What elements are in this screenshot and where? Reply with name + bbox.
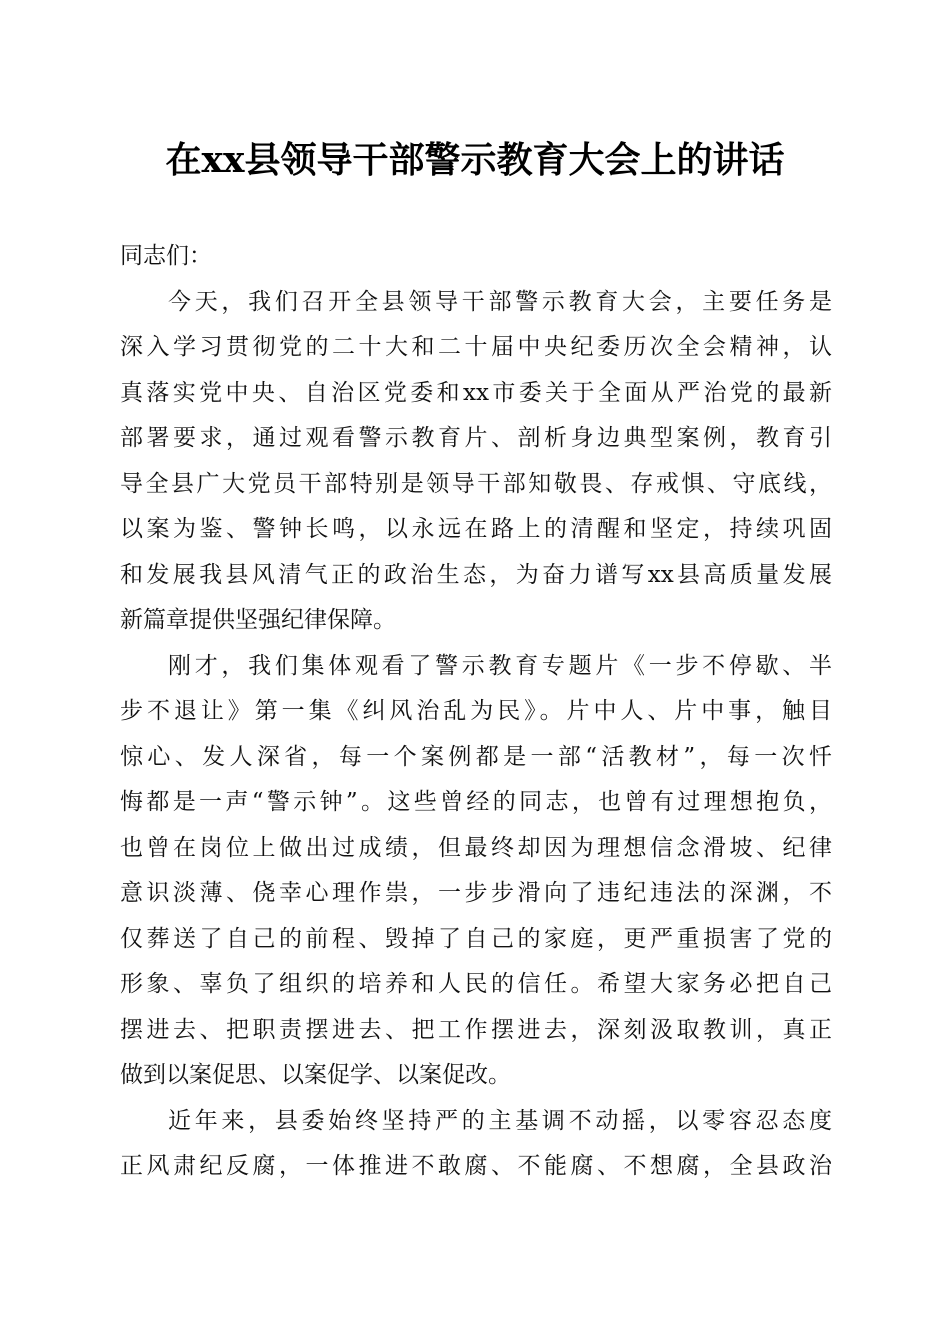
document-body: [120, 234, 832, 1190]
document-title: 在xx县领导干部警示教育大会上的讲话: [165, 139, 785, 181]
paragraph-1: [120, 280, 832, 644]
paragraph-line: 摆进去、把职责摆进去、把工作摆进去，深刻汲取教训，真正: [120, 1016, 832, 1043]
paragraph-line: 和发展我县风清气正的政治生态，为奋力谱写xx县高质量发展: [120, 561, 832, 588]
paragraph-line: 形象、辜负了组织的培养和人民的信任。希望大家务必把自己: [120, 971, 832, 997]
paragraph-line: 仅葬送了自己的前程、毁掉了自己的家庭，更严重损害了党的: [120, 925, 832, 952]
paragraph-line: 意识淡薄、侥幸心理作祟，一步步滑向了违纪违法的深渊，不: [120, 880, 832, 906]
salutation: 同志们：: [120, 243, 212, 269]
paragraph-line: 刚才，我们集体观看了警示教育专题片《一步不停歇、半: [168, 652, 832, 679]
paragraph-3: [120, 1099, 832, 1190]
paragraph-line: 也曾在岗位上做出过成绩，但最终却因为理想信念滑坡、纪律: [120, 834, 832, 861]
paragraph-line: 悔都是一声“警示钟”。这些曾经的同志，也曾有过理想抱负，: [120, 789, 832, 815]
paragraph-line: 深入学习贯彻党的二十大和二十届中央纪委历次全会精神，认: [120, 334, 832, 360]
paragraph-line: 近年来，县委始终坚持严的主基调不动摇，以零容忍态度: [168, 1107, 832, 1134]
paragraph-line: 正风肃纪反腐，一体推进不敢腐、不能腐、不想腐，全县政治: [120, 1153, 832, 1179]
paragraph-2: [120, 644, 832, 1099]
paragraph-line: 导全县广大党员干部特别是领导干部知敬畏、存戒惧、守底线，: [120, 470, 832, 497]
paragraph-line: 部署要求，通过观看警示教育片、剖析身边典型案例，教育引: [120, 425, 832, 451]
paragraph-line: 步不退让》第一集《纠风治乱为民》。片中人、片中事，触目: [120, 698, 832, 724]
paragraph-line: 以案为鉴、警钟长鸣，以永远在路上的清醒和坚定，持续巩固: [120, 516, 832, 542]
paragraph-line: 真落实党中央、自治区党委和xx市委关于全面从严治党的最新: [120, 379, 832, 406]
paragraph-line: 新篇章提供坚强纪律保障。: [120, 607, 396, 633]
paragraph-line: 惊心、发人深省，每一个案例都是一部“活教材”，每一次忏: [120, 743, 832, 770]
paragraph-line: 今天，我们召开全县领导干部警示教育大会，主要任务是: [168, 288, 832, 315]
paragraph-line: 做到以案促思、以案促学、以案促改。: [120, 1062, 511, 1088]
